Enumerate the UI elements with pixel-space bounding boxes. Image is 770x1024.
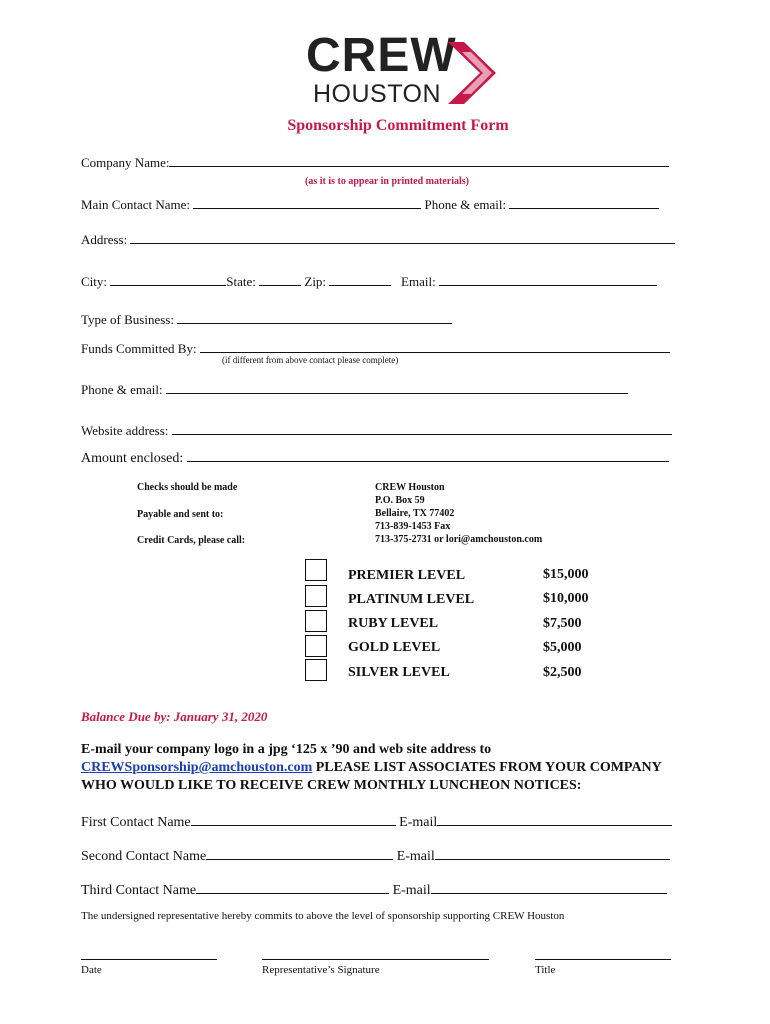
phone-email-label: Phone & email: (424, 197, 507, 212)
platinum-checkbox[interactable] (305, 585, 327, 607)
instructions (81, 741, 662, 795)
level-amount: $15,000 (543, 567, 589, 582)
level-amount: $10,000 (543, 591, 589, 606)
form-title: Sponsorship Commitment Form (287, 117, 509, 134)
contact-label: First Contact Name (81, 815, 191, 830)
third-contact-field[interactable] (196, 881, 389, 894)
level-amount: $5,000 (543, 640, 582, 655)
type-label: Type of Business: (81, 312, 174, 327)
title-label: Title (535, 964, 556, 976)
website-label: Website address: (81, 423, 169, 438)
title-line[interactable] (535, 959, 671, 960)
contact-row-1 (81, 813, 672, 831)
company-row (81, 154, 669, 171)
logo-houston: HOUSTON (313, 80, 442, 108)
funds-field[interactable] (200, 340, 670, 353)
city-label: City: (81, 274, 108, 289)
amount-label: Amount enclosed: (81, 451, 184, 466)
main-contact-label: Main Contact Name: (81, 197, 191, 212)
sponsorship-email-link[interactable]: CREWSponsorship@amchouston.com (81, 760, 313, 775)
address-line: 713-839-1453 Fax (375, 521, 451, 532)
type-row (81, 311, 452, 328)
date-label: Date (81, 964, 102, 976)
contact-row-3 (81, 881, 667, 899)
gold-checkbox[interactable] (305, 635, 327, 657)
email-label: Email: (401, 274, 436, 289)
instructions-line1: E-mail your company logo in a jpg ‘125 x ’90 and web site address to (81, 742, 492, 757)
premier-checkbox[interactable] (305, 559, 327, 581)
level-name: SILVER LEVEL (348, 665, 450, 680)
company-label: Company Name: (81, 155, 170, 170)
commitment-text: The undersigned representative hereby commits to above the level of sponsorship supporting CREW Houston (81, 910, 565, 922)
first-contact-field[interactable] (191, 813, 396, 826)
address-line: CREW Houston (375, 482, 445, 493)
contact-label: Second Contact Name (81, 849, 207, 864)
phone-email2-field[interactable] (166, 381, 628, 394)
contact-email-label: E-mail (392, 883, 431, 898)
payable-label: Payable and sent to: (137, 509, 224, 520)
contact-row-2 (81, 847, 670, 865)
city-field[interactable] (110, 273, 226, 286)
payment-address (375, 481, 542, 546)
state-label: State: (226, 274, 256, 289)
website-field[interactable] (172, 422, 672, 435)
instructions-line2 (81, 759, 662, 777)
main-contact-field[interactable] (193, 196, 421, 209)
chevron-logo-icon (444, 40, 502, 106)
logo-crew: CREW (306, 29, 457, 82)
level-amount: $7,500 (543, 616, 582, 631)
first-contact-email-field[interactable] (437, 813, 672, 826)
instructions-line3: WHO WOULD LIKE TO RECEIVE CREW MONTHLY LUNCHEON NOTICES: (81, 778, 582, 793)
main-contact-row (81, 196, 659, 213)
phone-email2-label: Phone & email: (81, 382, 163, 397)
zip-field[interactable] (329, 273, 391, 286)
level-name: PLATINUM LEVEL (348, 592, 475, 607)
level-amount: $2,500 (543, 665, 582, 680)
level-name: GOLD LEVEL (348, 640, 441, 655)
funds-note: (if different from above contact please complete) (222, 355, 399, 365)
address-line: P.O. Box 59 (375, 495, 425, 506)
website-row (81, 422, 672, 439)
ruby-checkbox[interactable] (305, 610, 327, 632)
contact-label: Third Contact Name (81, 883, 197, 898)
city-row (81, 273, 657, 290)
balance-due: Balance Due by: January 31, 2020 (81, 709, 268, 724)
contact-email-label: E-mail (396, 849, 435, 864)
checks-label: Checks should be made (137, 482, 238, 493)
company-note: (as it is to appear in printed materials) (305, 176, 469, 187)
address-field[interactable] (130, 231, 675, 244)
level-name: PREMIER LEVEL (348, 568, 466, 583)
address-row (81, 231, 675, 248)
company-field[interactable] (169, 154, 669, 167)
address-label: Address: (81, 232, 128, 247)
address-line: 713-375-2731 or lori@amchouston.com (375, 534, 543, 545)
date-line[interactable] (81, 959, 217, 960)
phone-email-field[interactable] (509, 196, 659, 209)
second-contact-field[interactable] (206, 847, 393, 860)
second-contact-email-field[interactable] (435, 847, 670, 860)
funds-label: Funds Committed By: (81, 341, 197, 356)
zip-label: Zip: (304, 274, 327, 289)
level-name: RUBY LEVEL (348, 616, 439, 631)
type-field[interactable] (177, 311, 452, 324)
credit-label: Credit Cards, please call: (137, 535, 246, 546)
address-line: Bellaire, TX 77402 (375, 508, 455, 519)
email-field[interactable] (439, 273, 657, 286)
contact-email-label: E-mail (399, 815, 438, 830)
silver-checkbox[interactable] (305, 659, 327, 681)
amount-row (81, 449, 669, 467)
signature-label: Representative’s Signature (262, 964, 380, 976)
state-field[interactable] (259, 273, 301, 286)
signature-line[interactable] (262, 959, 489, 960)
amount-field[interactable] (187, 449, 669, 462)
third-contact-email-field[interactable] (431, 881, 667, 894)
instructions-line2-text: PLEASE LIST ASSOCIATES FROM YOUR COMPANY (312, 760, 662, 775)
phone-email2-row (81, 381, 628, 398)
